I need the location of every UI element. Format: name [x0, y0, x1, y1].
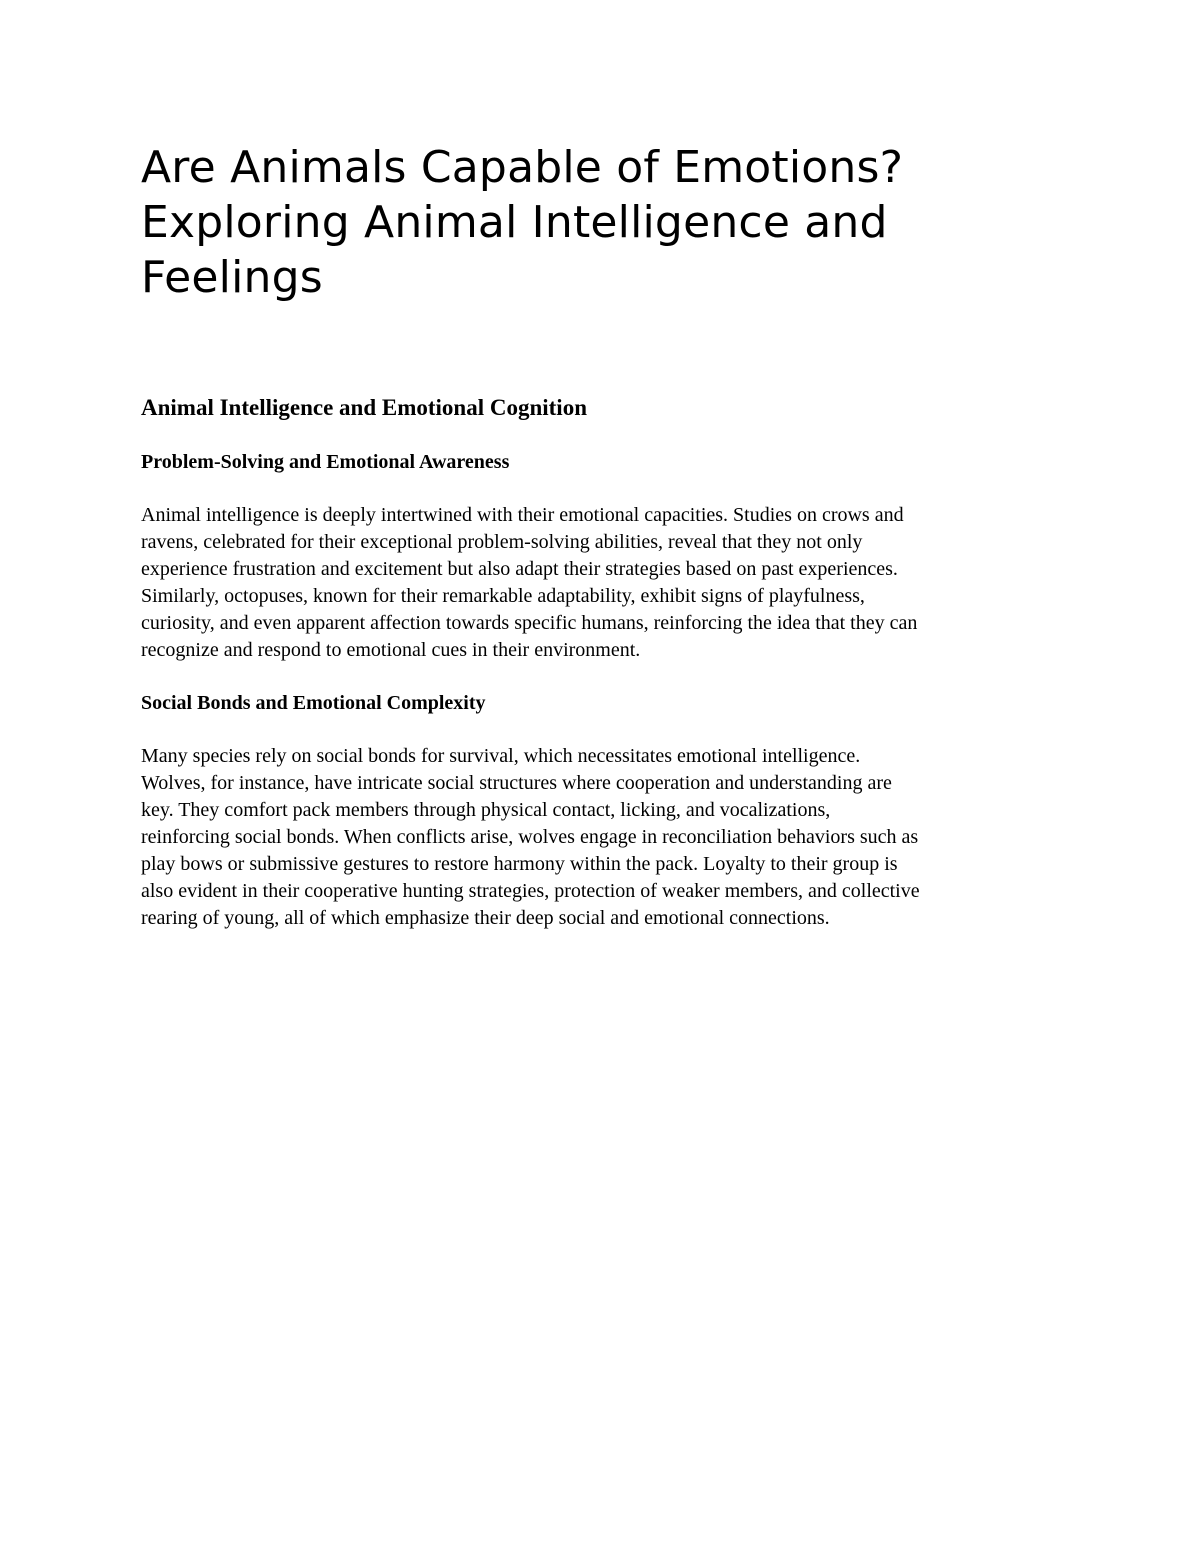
paragraph-line: key. They comfort pack members through physical contact, licking, and vocalizations,	[141, 799, 831, 821]
paragraph-line: Many species rely on social bonds for survival, which necessitates emotional intelligence.	[141, 745, 861, 767]
document-body	[141, 140, 1061, 932]
title-line: Exploring Animal Intelligence and	[141, 197, 888, 248]
paragraph-line: Wolves, for instance, have intricate social structures where cooperation and understanding are	[141, 772, 892, 794]
paragraph-line: rearing of young, all of which emphasize their deep social and emotional connections.	[141, 907, 830, 929]
paragraph-line: reinforcing social bonds. When conflicts arise, wolves engage in reconciliation behaviors such as	[141, 826, 919, 848]
paragraph-line: Animal intelligence is deeply intertwined with their emotional capacities. Studies on crows and	[141, 504, 904, 526]
section-heading: Animal Intelligence and Emotional Cognition	[141, 395, 587, 420]
title-line: Are Animals Capable of Emotions?	[141, 142, 904, 193]
paragraph-line: play bows or submissive gestures to restore harmony within the pack. Loyalty to their group is	[141, 853, 898, 875]
paragraph-line: curiosity, and even apparent affection towards specific humans, reinforcing the idea that they can	[141, 612, 918, 634]
subsection-heading-social-bonds: Social Bonds and Emotional Complexity	[141, 692, 486, 714]
paragraph-problem-solving	[141, 502, 1061, 664]
title-line: Feelings	[141, 252, 323, 303]
paragraph-line: also evident in their cooperative hunting strategies, protection of weaker members, and collective	[141, 880, 920, 902]
document-title	[141, 140, 1061, 305]
paragraph-social-bonds	[141, 743, 1061, 932]
subsection-heading-problem-solving: Problem-Solving and Emotional Awareness	[141, 451, 510, 473]
paragraph-line: Similarly, octopuses, known for their remarkable adaptability, exhibit signs of playfulness,	[141, 585, 865, 607]
paragraph-line: recognize and respond to emotional cues in their environment.	[141, 639, 641, 661]
paragraph-line: experience frustration and excitement but also adapt their strategies based on past experiences.	[141, 558, 898, 580]
paragraph-line: ravens, celebrated for their exceptional problem-solving abilities, reveal that they not only	[141, 531, 863, 553]
